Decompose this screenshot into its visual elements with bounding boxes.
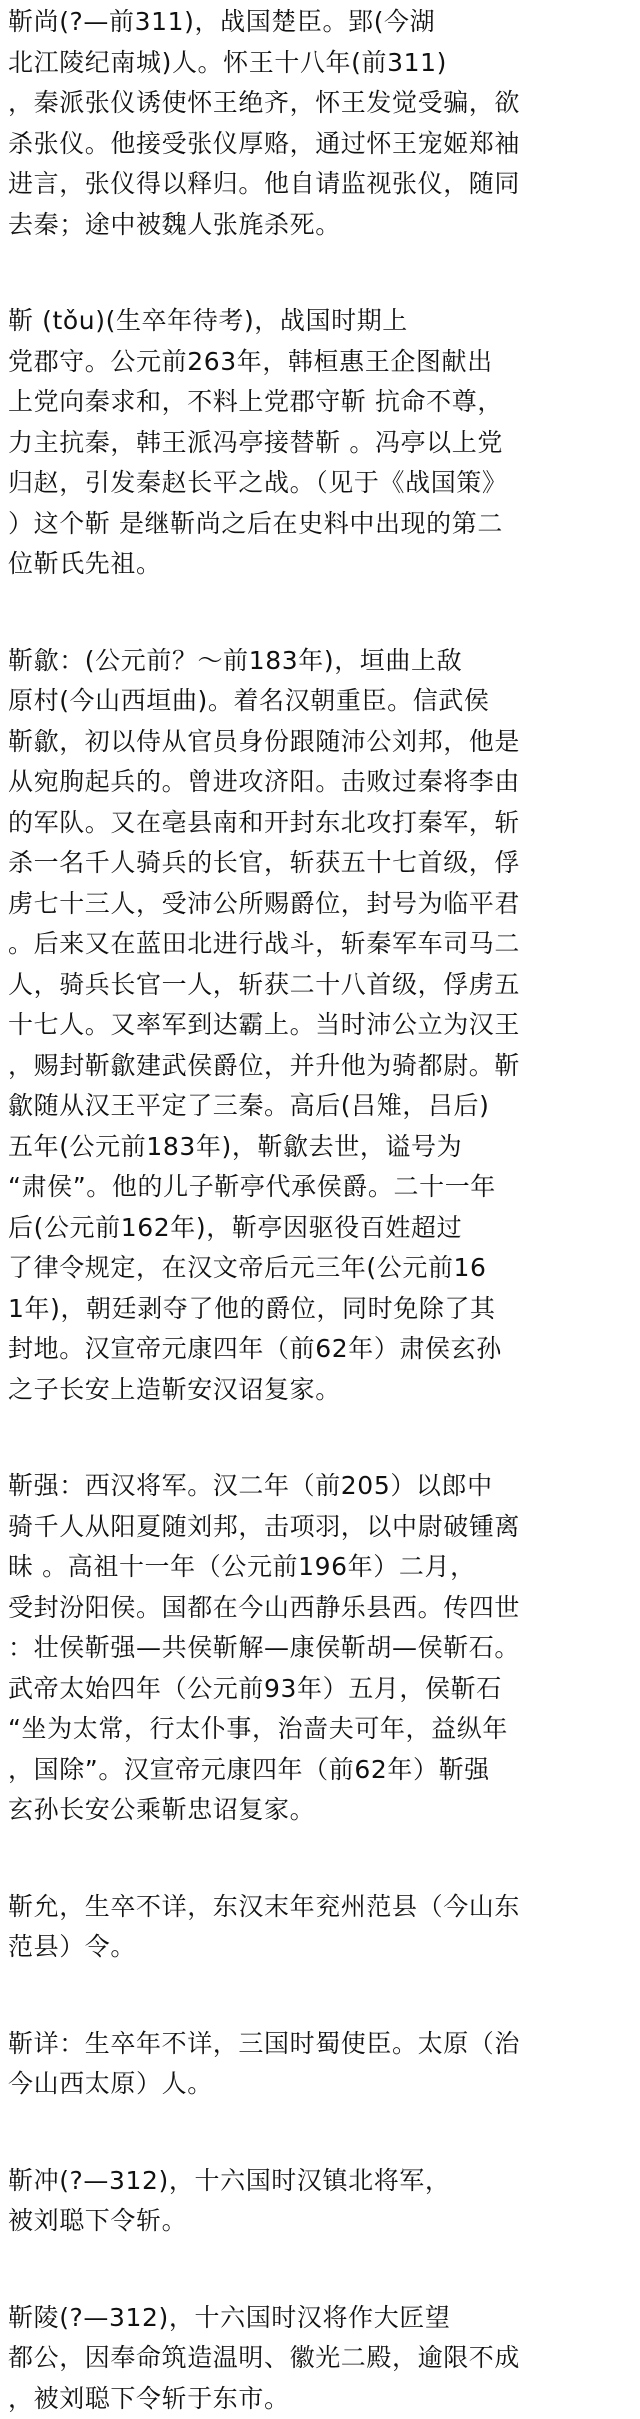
entry-jin-xiang [8,2024,632,2105]
text-line: 歙随从汉王平定了三秦。高后(吕雉，吕后) [8,1086,632,1127]
text-line: 原村(今山西垣曲)。着名汉朝重臣。信武侯 [8,681,632,722]
text-line: “坐为太常，行太仆事，治啬夫可年，益纵年 [8,1709,632,1750]
text-line: ，秦派张仪诱使怀王绝齐，怀王发觉受骗，欲 [8,83,632,124]
text-line: 靳冲(?—312)，十六国时汉镇北将军， [8,2161,632,2202]
text-line: 之子长安上造靳安汉诏复家。 [8,1370,632,1411]
text-line: 归赵，引发秦赵长平之战。（见于《战国策》 [8,463,632,504]
entry-jin-tou [8,301,632,585]
text-line: 从宛朐起兵的。曾进攻济阳。击败过秦将李由 [8,762,632,803]
text-line: 靳尚(?—前311)，战国楚臣。郢(今湖 [8,2,632,43]
text-line: 玄孙长安公乘靳忠诏复家。 [8,1790,632,1831]
text-line: 了律令规定，在汉文帝后元三年(公元前16 [8,1248,632,1289]
text-line: 武帝太始四年（公元前93年）五月，侯靳石 [8,1669,632,1710]
text-line: 杀一名千人骑兵的长官，斩获五十七首级，俘 [8,843,632,884]
text-line: 今山西太原）人。 [8,2064,632,2105]
text-line: 骑千人从阳夏随刘邦，击项羽，以中尉破锺离 [8,1507,632,1548]
text-line: 都公，因奉命筑造温明、徽光二殿，逾限不成 [8,2338,632,2379]
text-line: 位靳氏先祖。 [8,544,632,585]
entry-jin-yun [8,1887,632,1968]
text-line: 后(公元前162年)，靳亭因驱役百姓超过 [8,1208,632,1249]
entry-jin-she [8,641,632,1411]
text-line: 封地。汉宣帝元康四年（前62年）肃侯玄孙 [8,1329,632,1370]
text-line: 靳 (tǒu)(生卒年待考)，战国时期上 [8,301,632,342]
text-line: ，被刘聪下令斩于东市。 [8,2379,632,2419]
text-line: 的军队。又在亳县南和开封东北攻打秦军，斩 [8,803,632,844]
text-line: 昧 。高祖十一年（公元前196年）二月， [8,1547,632,1588]
text-line: 范县）令。 [8,1927,632,1968]
text-line: 受封汾阳侯。国都在今山西静乐县西。传四世 [8,1588,632,1629]
text-line: 十七人。又率军到达霸上。当时沛公立为汉王 [8,1005,632,1046]
text-line: 靳详：生卒年不详，三国时蜀使臣。太原（治 [8,2024,632,2065]
text-line: 进言，张仪得以释归。他自请监视张仪，随同 [8,164,632,205]
text-line: 党郡守。公元前263年，韩桓惠王企图献出 [8,342,632,383]
entry-jin-ling [8,2298,632,2419]
text-line: 北江陵纪南城)人。怀王十八年(前311) [8,43,632,84]
text-line: 人，骑兵长官一人，斩获二十八首级，俘虏五 [8,965,632,1006]
entry-jin-shang [8,2,632,245]
text-line: 杀张仪。他接受张仪厚赂，通过怀王宠姬郑袖 [8,124,632,165]
text-line: 靳允，生卒不详，东汉末年兖州范县（今山东 [8,1887,632,1928]
text-line: ：壮侯靳强—共侯靳解—康侯靳胡—侯靳石。 [8,1628,632,1669]
text-line: 靳歙：(公元前？～前183年)，垣曲上敌 [8,641,632,682]
text-line: ，赐封靳歙建武侯爵位，并升他为骑都尉。靳 [8,1046,632,1087]
text-line: 上党向秦求和，不料上党郡守靳 抗命不尊， [8,382,632,423]
text-line: 五年(公元前183年)，靳歙去世，谥号为 [8,1127,632,1168]
text-line: ，国除”。汉宣帝元康四年（前62年）靳强 [8,1750,632,1791]
text-line: 力主抗秦，韩王派冯亭接替靳 。冯亭以上党 [8,423,632,464]
entry-jin-chong [8,2161,632,2242]
text-line: 靳歙，初以侍从官员身份跟随沛公刘邦，他是 [8,722,632,763]
text-line: 。后来又在蓝田北进行战斗，斩秦军车司马二 [8,924,632,965]
text-line: 去秦；途中被魏人张旄杀死。 [8,205,632,246]
entry-jin-qiang [8,1466,632,1831]
text-line: ）这个靳 是继靳尚之后在史料中出现的第二 [8,504,632,545]
text-line: “肃侯”。他的儿子靳亭代承侯爵。二十一年 [8,1167,632,1208]
text-line: 虏七十三人，受沛公所赐爵位，封号为临平君 [8,884,632,925]
text-line: 1年)，朝廷剥夺了他的爵位，同时免除了其 [8,1289,632,1330]
text-line: 被刘聪下令斩。 [8,2201,632,2242]
text-line: 靳陵(?—312)，十六国时汉将作大匠望 [8,2298,632,2339]
text-line: 靳强：西汉将军。汉二年（前205）以郎中 [8,1466,632,1507]
